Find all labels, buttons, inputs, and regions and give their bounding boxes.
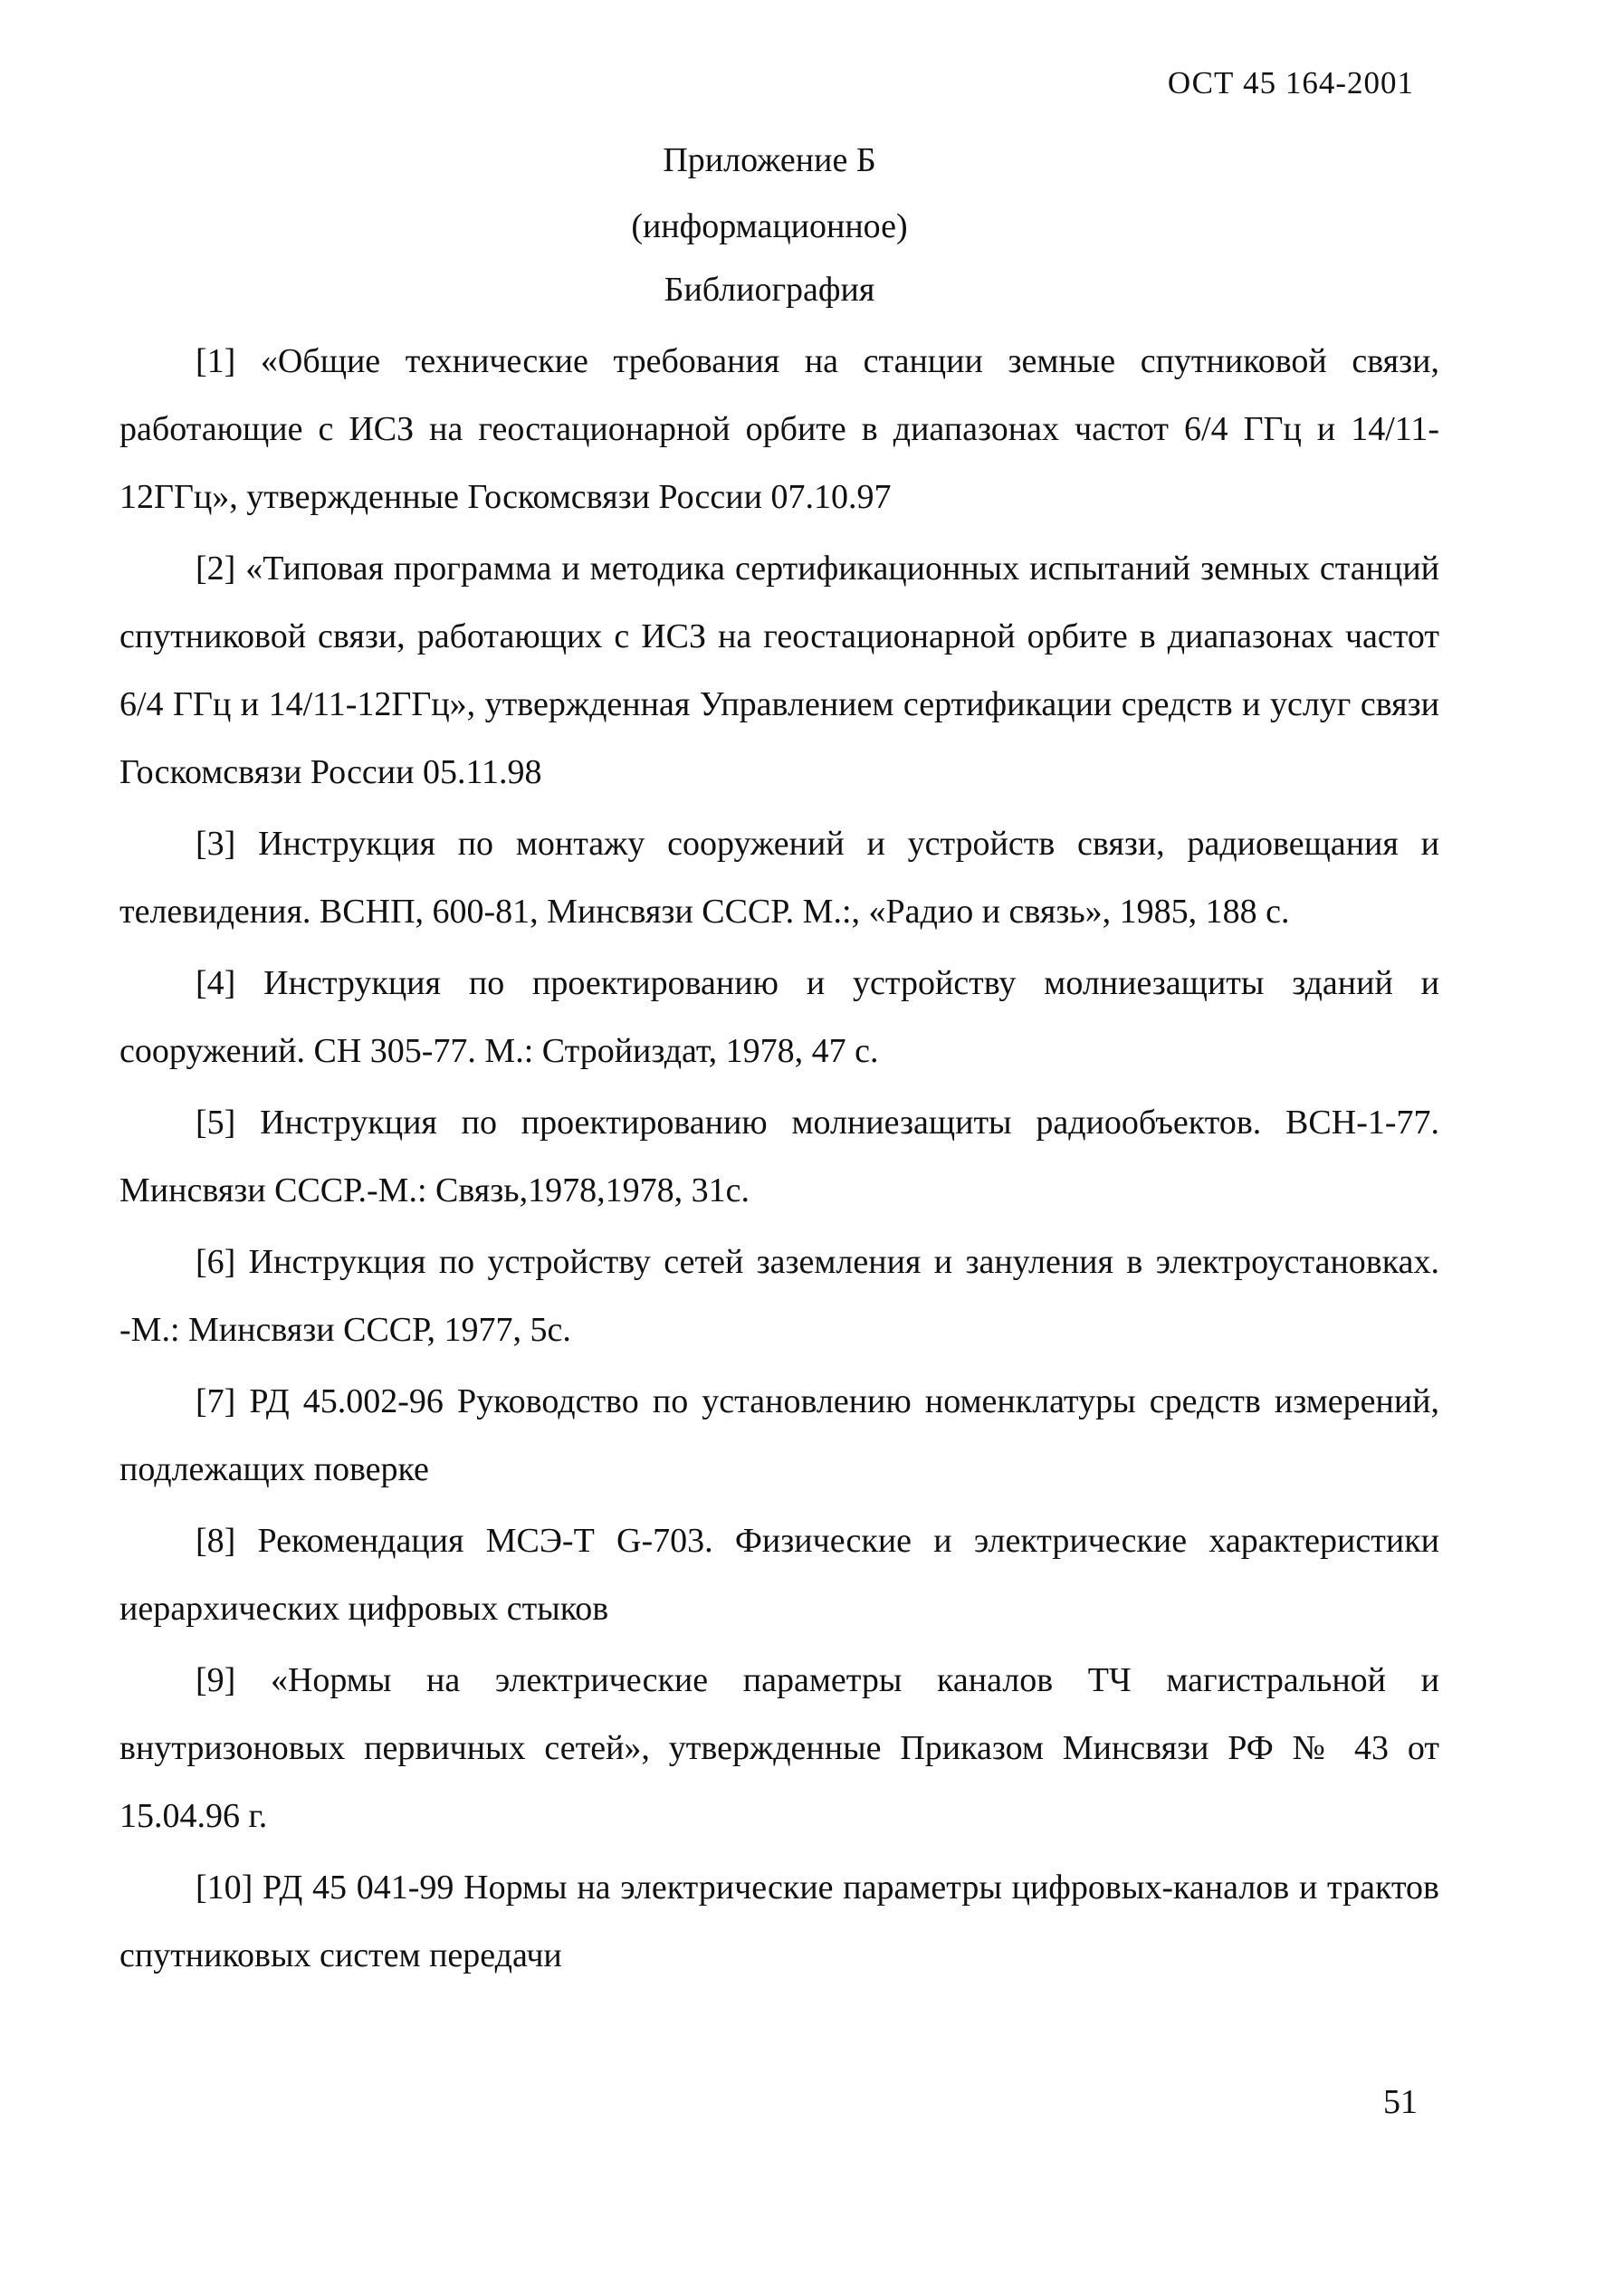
bibliography-title: Библиография xyxy=(664,271,875,309)
bibliography-item: [8] Рекомендация МСЭ-Т G-703. Физические и электрические характеристики иерархических цифровых стыков xyxy=(119,1522,1439,1628)
bibliography-item: [2] «Типовая программа и методика сертификационных испытаний земных станций спутниковой связи, работающих с ИСЗ на геостационарной орбите в диапазонах частот 6/4 ГГц и 14/11-12ГГц», утвержденная Управлением сертификации средств и услуг связи Госкомсвязи России 05.11.98 xyxy=(119,550,1439,791)
appendix-type: (информационное) xyxy=(631,207,908,245)
bibliography-list xyxy=(119,328,1439,1993)
bibliography-item: [5] Инструкция по проектированию молниезащиты радиообъектов. ВСН-1-77. Минсвязи СССР.-М.: Связь,1978,1978, 31с. xyxy=(119,1104,1439,1209)
appendix-heading: Приложение Б xyxy=(663,141,876,179)
bibliography-item: [4] Инструкция по проектированию и устройству молниезащиты зданий и сооружений. СН 305-77. М.: Стройиздат, 1978, 47 с. xyxy=(119,964,1439,1070)
bibliography-item: [7] РД 45.002-96 Руководство по установлению номенклатуры средств измерений, подлежащих поверке xyxy=(119,1382,1439,1488)
bibliography-item: [9] «Нормы на электрические параметры каналов ТЧ магистральной и внутризоновых первичных сетей», утвержденные Приказом Минсвязи РФ № 43 от 15.04.96 г. xyxy=(119,1661,1439,1835)
bibliography-item: [1] «Общие технические требования на станции земные спутниковой связи, работающие с ИСЗ на геостационарной орбите в диапазонах частот 6/4 ГГц и 14/11-12ГГц», утвержденные Госкомсвязи России 07.10.97 xyxy=(119,342,1439,516)
document-code: ОСТ 45 164-2001 xyxy=(1167,65,1414,100)
bibliography-item: [6] Инструкция по устройству сетей заземления и зануления в электроустановках. -М.: Минсвязи СССР, 1977, 5с. xyxy=(119,1243,1439,1349)
bibliography-item: [3] Инструкция по монтажу сооружений и устройств связи, радиовещания и телевидения. ВСНП, 600-81, Минсвязи СССР. М.:, «Радио и связь», 1985, 188 с. xyxy=(119,825,1439,931)
page-number: 51 xyxy=(1383,2083,1418,2121)
bibliography-item: [10] РД 45 041-99 Нормы на электрические параметры цифровых-каналов и трактов спутниковых систем передачи xyxy=(119,1869,1439,1974)
